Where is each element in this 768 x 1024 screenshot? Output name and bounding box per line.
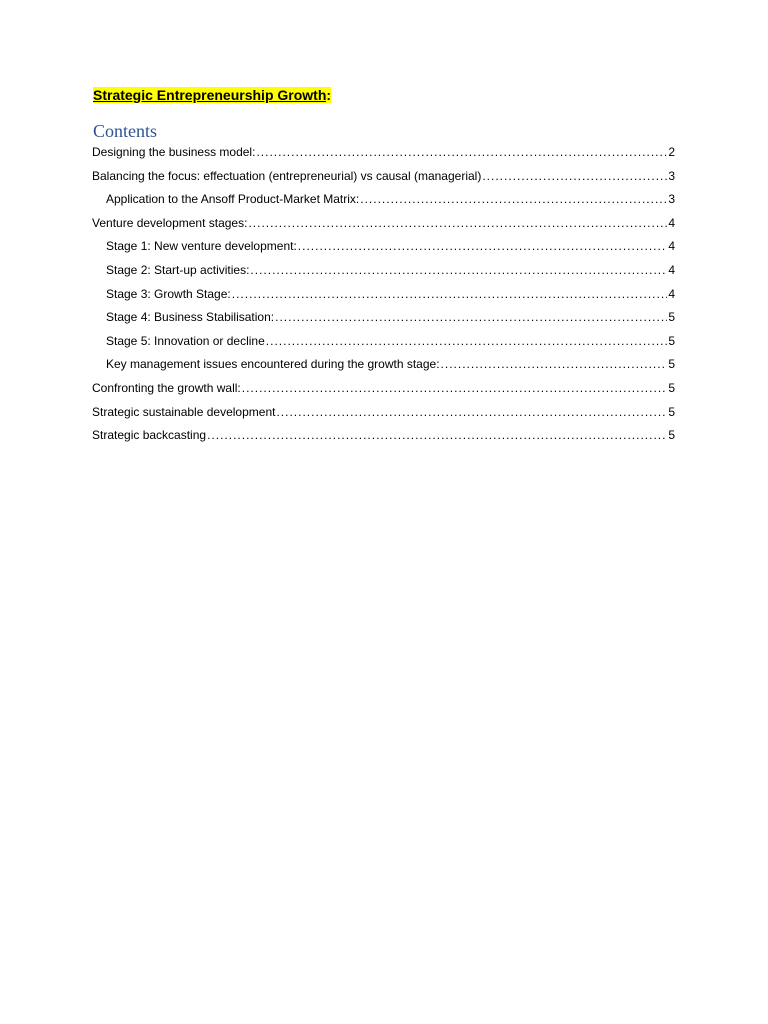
toc-entry[interactable] [92,213,675,233]
toc-page-number: 4 [668,286,675,301]
toc-page-number: 4 [668,263,675,277]
toc-entry-label: Stage 4: Business Stabilisation: [106,310,275,325]
document-title-text: Strategic Entrepreneurship Growth [93,87,327,103]
toc-dot-leader [248,213,667,233]
toc-entry[interactable] [92,425,675,445]
toc-dot-leader [276,402,667,422]
toc-entry-label: Stage 1: New venture development: [106,239,297,254]
toc-page-number: 5 [668,381,675,395]
toc-dot-leader [298,236,668,256]
toc-dot-leader [256,142,667,162]
toc-page-number: 4 [668,239,675,254]
toc-page-number: 5 [668,357,675,372]
toc-entry[interactable] [106,331,675,351]
toc-entry-label: Application to the Ansoff Product-Market Matrix: [106,192,360,207]
toc-entry-label: Strategic backcasting [92,428,207,443]
toc-entry-label: Venture development stages: [92,215,248,230]
toc-page-number: 2 [668,145,675,159]
toc-entry[interactable] [92,166,675,186]
document-title-suffix: : [326,87,332,103]
toc-page-number: 5 [668,404,675,419]
toc-entry-label: Key management issues encountered during the growth stage: [106,357,440,372]
toc-entry[interactable] [92,402,675,422]
document-title [93,86,331,104]
toc-dot-leader [250,260,667,280]
toc-entry[interactable] [92,378,675,398]
toc-entry-label: Stage 3: Growth Stage: [106,286,231,301]
toc-entry[interactable] [106,354,675,374]
toc-entry-label: Confronting the growth wall: [92,381,241,395]
toc-entry-label: Balancing the focus: effectuation (entrepreneurial) vs causal (managerial) [92,168,482,183]
toc-dot-leader [242,378,668,398]
toc-page-number: 3 [668,168,675,183]
toc-entry-label: Stage 2: Start-up activities: [106,263,250,277]
toc-page-number: 5 [668,310,675,325]
toc-page-number: 5 [668,428,675,443]
contents-heading: Contents [93,121,158,141]
toc-dot-leader [275,307,667,327]
toc-page-number: 3 [668,192,675,207]
toc-dot-leader [482,166,667,186]
toc-entry-label: Stage 5: Innovation or decline [106,333,265,348]
toc-dot-leader [207,425,667,445]
toc-page-number: 4 [668,215,675,230]
toc-entry-label: Designing the business model: [92,145,256,159]
toc-entry[interactable] [106,236,675,256]
toc-entry[interactable] [106,189,675,209]
toc-dot-leader [232,284,668,304]
toc-dot-leader [360,189,667,209]
toc-entry[interactable] [106,307,675,327]
toc-dot-leader [441,354,668,374]
toc-page-number: 5 [668,333,675,348]
toc-entry[interactable] [106,284,675,304]
toc-entry[interactable] [92,142,675,162]
toc-entry[interactable] [106,260,675,280]
toc-entry-label: Strategic sustainable development [92,404,276,419]
toc-dot-leader [266,331,668,351]
